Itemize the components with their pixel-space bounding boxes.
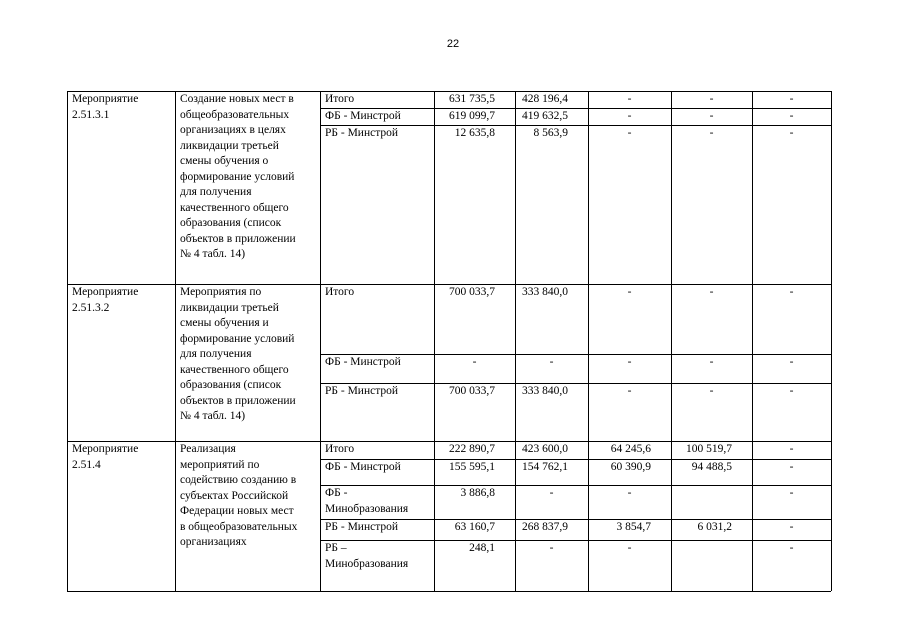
measure-name-line: смены обучения о xyxy=(180,155,269,167)
measure-id-line: Мероприятие xyxy=(72,443,139,455)
measure-name-line: содействию созданию в xyxy=(180,474,297,486)
funding-source-label xyxy=(325,285,354,301)
measure-id-line: 2.51.3.1 xyxy=(72,108,110,121)
table-vertical-rule xyxy=(752,91,753,591)
amount-cell: 268 837,9 xyxy=(522,521,568,533)
amount-cell: - xyxy=(789,542,794,554)
amount-cell: - xyxy=(627,127,632,139)
measure-name-line: качественного общего xyxy=(180,201,289,214)
funding-source-line: РБ - Минстрой xyxy=(325,127,399,139)
amount-cell: - xyxy=(789,110,794,122)
funding-source-line: Итого xyxy=(325,286,355,298)
amount-cell: - xyxy=(709,127,714,139)
amount-cell: - xyxy=(789,487,794,499)
funding-source-line: Минобразования xyxy=(325,557,409,570)
measure-name-line: организациях xyxy=(180,536,247,548)
amount-cell: 428 196,4 xyxy=(522,93,568,105)
amount-cell: 64 245,6 xyxy=(610,443,651,455)
measure-id-line: 2.51.3.2 xyxy=(72,301,110,314)
measure-name-line: Реализация xyxy=(180,443,236,455)
amount-cell: - xyxy=(789,286,794,298)
measure-name-line: образования (список xyxy=(180,379,282,391)
amount-cell: - xyxy=(789,93,794,105)
funding-source-label xyxy=(325,355,401,371)
funding-source-label xyxy=(325,126,398,142)
amount-cell: - xyxy=(627,542,632,554)
table-vertical-rule xyxy=(515,91,516,591)
amount-cell: - xyxy=(709,286,714,298)
amount-cell: 155 595,1 xyxy=(449,461,495,473)
amount-cell: 63 160,7 xyxy=(454,521,495,533)
measure-name-line: Создание новых мест в xyxy=(180,93,294,105)
measure-name-line: для получения xyxy=(180,186,252,198)
amount-cell: 3 886,8 xyxy=(460,487,495,499)
amount-cell: - xyxy=(549,542,554,554)
measure-name xyxy=(180,92,296,263)
funding-source-line: ФБ - Минстрой xyxy=(325,356,401,368)
measure-name-line: Федерации новых мест xyxy=(180,505,294,517)
measure-name-line: № 4 табл. 14) xyxy=(180,248,246,260)
amount-cell: - xyxy=(549,487,554,499)
amount-cell: 419 632,5 xyxy=(522,110,568,122)
measure-name-line: образования (список xyxy=(180,217,282,229)
funding-source-label xyxy=(325,541,408,572)
amount-cell: - xyxy=(627,286,632,298)
measure-name-line: качественного общего xyxy=(180,363,289,376)
funding-source-label xyxy=(325,442,354,458)
amount-cell: 222 890,7 xyxy=(449,443,495,455)
funding-source-label xyxy=(325,520,398,536)
table-vertical-rule xyxy=(175,91,176,591)
measure-name-line: мероприятий по xyxy=(180,458,260,471)
amount-cell: 333 840,0 xyxy=(522,385,568,397)
amount-cell: - xyxy=(627,356,632,368)
amount-cell: - xyxy=(789,356,794,368)
measure-name-line: субъектах Российской xyxy=(180,489,289,502)
amount-cell: 94 488,5 xyxy=(691,461,732,473)
measure-name-line: формирование условий xyxy=(180,170,295,183)
amount-cell: 6 031,2 xyxy=(697,521,732,533)
amount-cell: - xyxy=(789,127,794,139)
funding-source-label xyxy=(325,486,408,517)
amount-cell: - xyxy=(709,385,714,397)
measure-name-line: формирование условий xyxy=(180,332,295,345)
amount-cell: - xyxy=(789,521,794,533)
measure-id xyxy=(72,285,172,316)
measure-name-line: объектов в приложении xyxy=(180,394,296,407)
measure-name-line: для получения xyxy=(180,348,252,360)
measure-name-line: Мероприятия по xyxy=(180,286,262,298)
table-vertical-rule xyxy=(434,91,435,591)
amount-cell: 248,1 xyxy=(469,542,495,554)
measure-name-line: общеобразовательных xyxy=(180,108,290,121)
measure-name-line: смены обучения и xyxy=(180,317,269,329)
measure-id xyxy=(72,442,172,473)
measure-name-line: ликвидации третьей xyxy=(180,139,279,152)
funding-source-line: ФБ - Минстрой xyxy=(325,110,401,122)
amount-cell: 631 735,5 xyxy=(449,93,495,105)
table-vertical-rule xyxy=(320,91,321,591)
amount-cell: - xyxy=(789,461,794,473)
amount-cell: - xyxy=(549,356,554,368)
table-vertical-rule xyxy=(67,91,68,591)
amount-cell: - xyxy=(627,385,632,397)
table-vertical-rule xyxy=(588,91,589,591)
amount-cell: 700 033,7 xyxy=(449,385,495,397)
amount-cell: 333 840,0 xyxy=(522,286,568,298)
amount-cell: - xyxy=(709,356,714,368)
funding-source-line: ФБ - Минстрой xyxy=(325,461,401,473)
measure-name-line: № 4 табл. 14) xyxy=(180,410,246,422)
measure-id-line: Мероприятие xyxy=(72,286,139,298)
funding-source-label xyxy=(325,384,398,400)
amount-cell: - xyxy=(709,93,714,105)
amount-cell: 423 600,0 xyxy=(522,443,568,455)
funding-source-label xyxy=(325,460,401,476)
table-vertical-rule xyxy=(831,91,832,591)
funding-source-line: РБ - Минстрой xyxy=(325,385,399,397)
measure-name-line: ликвидации третьей xyxy=(180,301,279,314)
amount-cell: - xyxy=(472,356,477,368)
funding-source-line: РБ - Минстрой xyxy=(325,521,399,533)
amount-cell: 8 563,9 xyxy=(533,127,568,139)
amount-cell: - xyxy=(627,93,632,105)
funding-source-line: РБ – xyxy=(325,542,347,554)
table-vertical-rule xyxy=(671,91,672,591)
funding-source-line: Итого xyxy=(325,443,355,455)
amount-cell: 154 762,1 xyxy=(522,461,568,473)
measure-id-line: Мероприятие xyxy=(72,93,139,105)
amount-cell: 60 390,9 xyxy=(610,461,651,473)
funding-source-label xyxy=(325,109,401,125)
amount-cell: - xyxy=(627,110,632,122)
page-number: 22 xyxy=(446,38,460,50)
measure-name-line: в общеобразовательных xyxy=(180,520,298,533)
budget-table xyxy=(67,91,831,591)
amount-cell: - xyxy=(789,443,794,455)
measure-name xyxy=(180,442,297,551)
funding-source-line: Минобразования xyxy=(325,502,409,515)
measure-id xyxy=(72,92,172,123)
measure-name xyxy=(180,285,296,425)
measure-name-line: организациях в целях xyxy=(180,124,286,136)
funding-source-line: ФБ - xyxy=(325,487,348,499)
amount-cell: - xyxy=(789,385,794,397)
funding-source-label xyxy=(325,92,354,108)
amount-cell: 700 033,7 xyxy=(449,286,495,298)
amount-cell: 3 854,7 xyxy=(616,521,651,533)
amount-cell: 100 519,7 xyxy=(686,443,732,455)
measure-name-line: объектов в приложении xyxy=(180,232,296,245)
table-horizontal-rule xyxy=(67,591,831,592)
amount-cell: - xyxy=(627,487,632,499)
funding-source-line: Итого xyxy=(325,93,355,105)
measure-id-line: 2.51.4 xyxy=(72,458,101,471)
amount-cell: 619 099,7 xyxy=(449,110,495,122)
amount-cell: - xyxy=(709,110,714,122)
amount-cell: 12 635,8 xyxy=(454,127,495,139)
